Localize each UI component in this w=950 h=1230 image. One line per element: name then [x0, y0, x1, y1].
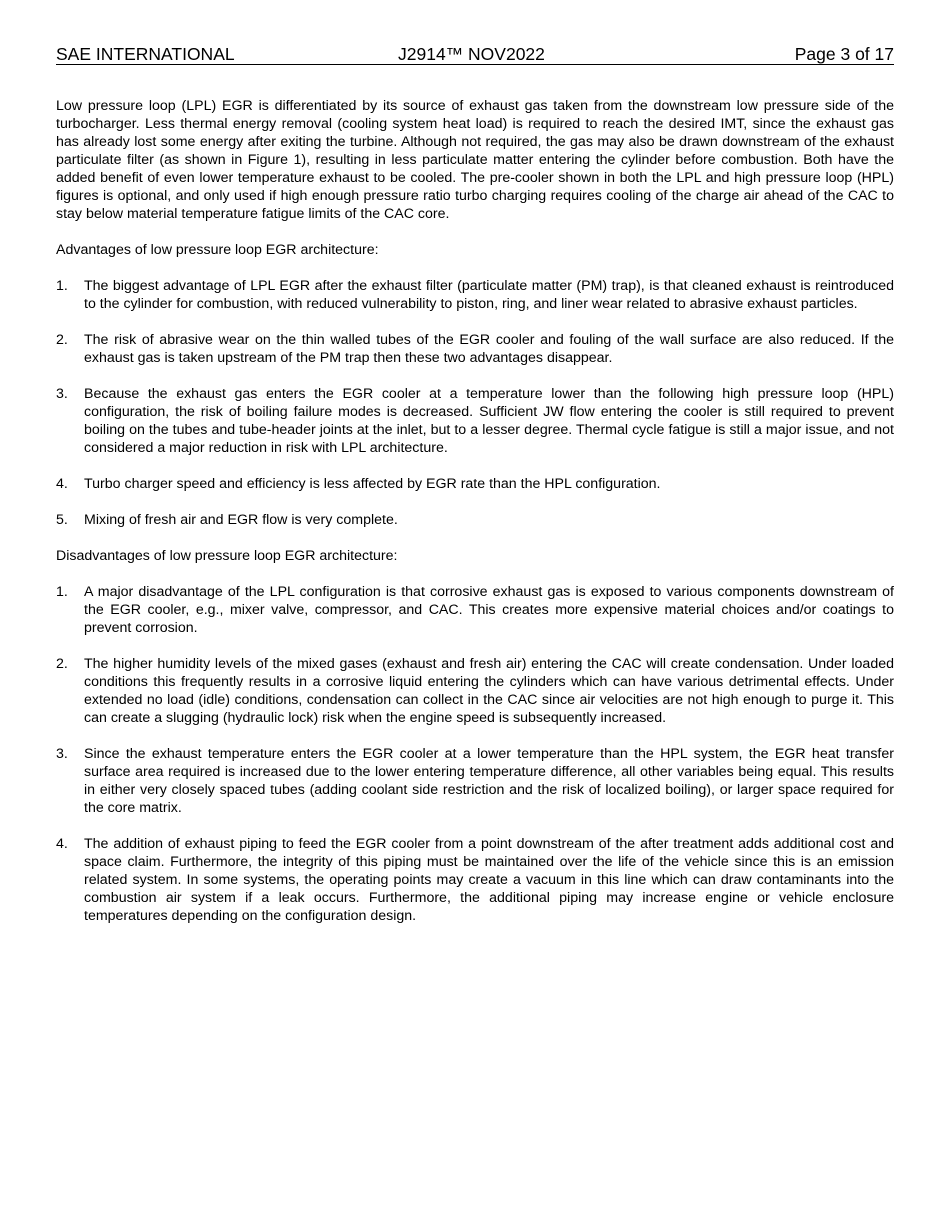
item-text: The biggest advantage of LPL EGR after the exhaust filter (particulate matter (PM) trap), is that cleaned exhaust is reintroduced to the cylinder for combustion, with reduced vulnerability to piston, ring, and liner wear related to abrasive exhaust particles. — [84, 278, 894, 312]
advantage-item — [56, 277, 894, 313]
disadvantage-item — [56, 835, 894, 925]
item-text: Since the exhaust temperature enters the EGR cooler at a lower temperature than the HPL system, the EGR heat transfer surface area required is increased due to the lower entering temperature difference, all other variables being equal. This results in either very closely spaced tubes (adding coolant side restriction and the risk of localized boiling), or larger space required for the core matrix. — [84, 746, 894, 816]
intro-paragraph: Low pressure loop (LPL) EGR is differentiated by its source of exhaust gas taken from the downstream low pressure side of the turbocharger. Less thermal energy removal (cooling system heat load) is required to reach the desired IMT, since the exhaust gas has already lost some energy after exiting the turbine. Although not required, the gas may also be drawn downstream of the exhaust particulate filter (as shown in Figure 1), resulting in less particulate matter entering the cylinder before combustion. Both have the added benefit of even lower temperature exhaust to be cooled. The pre-cooler shown in both the LPL and high pressure loop (HPL) figures is optional, and only used if high enough pressure ratio turbo charging requires cooling of the charge air ahead of the CAC to stay below material temperature fatigue limits of the CAC core. — [56, 98, 894, 222]
disadvantage-item — [56, 583, 894, 637]
advantage-item — [56, 331, 894, 367]
item-text: The addition of exhaust piping to feed the EGR cooler from a point downstream of the after treatment adds additional cost and space claim. Furthermore, the integrity of this piping must be maintained over the life of the vehicle since this is an emission related system. In some systems, the operating points may create a vacuum in this line which can draw contaminants into the combustion air system if a leak occurs. Furthermore, the additional piping may increase engine or vehicle enclosure temperatures depending on the configuration design. — [84, 836, 894, 924]
item-number: 4. — [56, 836, 68, 852]
advantages-heading: Advantages of low pressure loop EGR architecture: — [56, 242, 379, 258]
document-body — [56, 97, 894, 943]
disadvantage-item — [56, 745, 894, 817]
header-page-number: Page 3 of 17 — [794, 44, 894, 64]
item-text: The risk of abrasive wear on the thin walled tubes of the EGR cooler and fouling of the wall surface are also reduced. If the exhaust gas is taken upstream of the PM trap then these two advantages disappear. — [84, 332, 894, 366]
item-number: 2. — [56, 656, 68, 672]
item-text: Turbo charger speed and efficiency is less affected by EGR rate than the HPL configuration. — [84, 476, 661, 492]
header-document-id: J2914™ NOV2022 — [398, 44, 545, 64]
disadvantage-item — [56, 655, 894, 727]
item-number: 4. — [56, 476, 68, 492]
advantage-item — [56, 385, 894, 457]
advantage-item — [56, 475, 894, 493]
item-number: 1. — [56, 278, 68, 294]
item-text: The higher humidity levels of the mixed gases (exhaust and fresh air) entering the CAC will create condensation. Under loaded conditions this frequently results in a corrosive liquid entering the cylinders which can have various detrimental effects. Under extended no load (idle) conditions, condensation can collect in the CAC since air velocities are not high enough to purge it. This can create a slugging (hydraulic lock) risk when the engine speed is subsequently increased. — [84, 656, 894, 726]
item-number: 2. — [56, 332, 68, 348]
item-text: A major disadvantage of the LPL configuration is that corrosive exhaust gas is exposed to various components downstream of the EGR cooler, e.g., mixer valve, compressor, and CAC. This creates more expensive material choices and/or coatings to prevent corrosion. — [84, 584, 894, 636]
item-number: 1. — [56, 584, 68, 600]
item-text: Because the exhaust gas enters the EGR cooler at a temperature lower than the following high pressure loop (HPL) configuration, the risk of boiling failure modes is decreased. Sufficient JW flow entering the cooler is still required to prevent boiling on the tubes and tube-header joints at the inlet, but to a lesser degree. Thermal cycle fatigue is still a major issue, and not considered a major reduction in risk with LPL architecture. — [84, 386, 894, 456]
page-header — [56, 44, 894, 65]
item-number: 3. — [56, 746, 68, 762]
item-text: Mixing of fresh air and EGR flow is very complete. — [84, 512, 398, 528]
advantage-item — [56, 511, 894, 529]
item-number: 3. — [56, 386, 68, 402]
item-number: 5. — [56, 512, 68, 528]
header-organization: SAE INTERNATIONAL — [56, 44, 235, 64]
disadvantages-heading: Disadvantages of low pressure loop EGR architecture: — [56, 548, 398, 564]
